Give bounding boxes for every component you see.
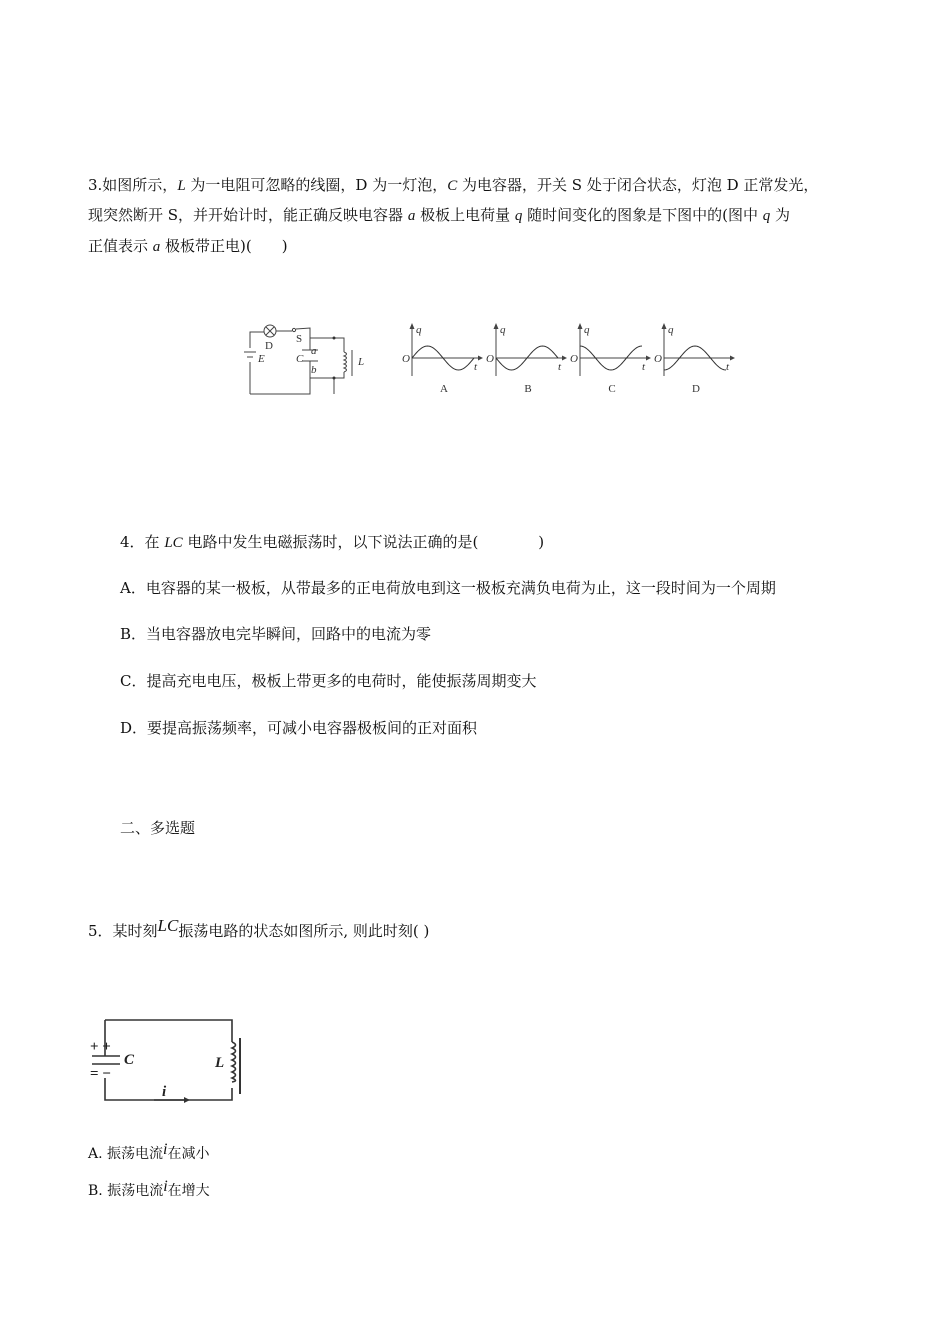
qt-graph-d [654,323,735,395]
qt-graph-a [402,323,483,395]
t-axis-arrow-icon [478,356,483,361]
q5-stem: 5．某时刻LC振荡电路的状态如图所示, 则此时刻( ) [88,916,430,940]
q-axis-label: q [416,324,422,336]
q3-stem-line-3: 正值表示 a 极板带正电)( ) [88,237,288,255]
t-axis-label: t [726,361,730,373]
q-axis-label: q [668,324,674,336]
section-heading-multiple-choice: 二、多选题 [120,819,196,837]
qt-graph-c [570,323,651,395]
circuit-label-i: i [162,1084,167,1100]
circuit-label-l: L [215,1055,225,1071]
graph-option-label: D [692,383,700,395]
circuit-label-s: S [296,333,303,345]
t-axis-arrow-icon [730,356,735,361]
circuit-label-e: E [258,353,265,365]
q4-option-a: A．电容器的某一极板，从带最多的正电荷放电到这一极板充满负电荷为止，这一段时间为一个周期 [120,579,776,597]
q3-stem-line-2: 现突然断开 S，并开始计时，能正确反映电容器 a 极板上电荷量 q 随时间变化的图象是下图中的(图中 q 为 [88,206,791,224]
inductor-coil-icon [232,1042,236,1082]
t-axis-arrow-icon [562,356,567,361]
q4-option-b: B．当电容器放电完毕瞬间，回路中的电流为零 [120,625,432,643]
q-axis-arrow-icon [410,323,415,329]
t-axis-label: t [558,361,562,373]
t-axis-label: t [642,361,646,373]
q5-lc-circuit-diagram [84,1012,254,1107]
inductor-coil-icon [344,352,347,372]
circuit-label-c: C [296,353,304,365]
q-axis-arrow-icon [494,323,499,329]
origin-label: O [654,353,662,365]
q-axis-arrow-icon [578,323,583,329]
circuit-label-b: b [311,364,317,376]
origin-label: O [570,353,578,365]
q-axis-label: q [500,324,506,336]
graph-option-label: B [524,383,532,395]
switch-contact-icon [292,328,295,331]
graph-option-label: A [440,383,448,395]
origin-label: O [402,353,410,365]
circuit-label-l: L [358,356,365,368]
circuit-label-c: C [124,1052,135,1068]
capacitor-plus-signs: + + [90,1039,111,1055]
origin-label: O [486,353,494,365]
q3-qt-graphs [400,322,745,402]
graph-option-label: C [608,383,616,395]
q-axis-arrow-icon [662,323,667,329]
t-axis-label: t [474,361,478,373]
q4-stem: 4．在 LC 电路中发生电磁振荡时，以下说法正确的是( ) [120,533,545,551]
circuit-label-a: a [311,345,317,357]
q3-stem-line-1: 3.如图所示，L 为一电阻可忽略的线圈，D 为一灯泡，C 为电容器，开关 S 处于闭合状态，灯泡 D 正常发光， [88,176,819,194]
q5-option-b: B. 振荡电流i在增大 [88,1178,210,1199]
current-arrow-icon [184,1097,190,1103]
q3-circuit-diagram [240,320,380,400]
t-axis-arrow-icon [646,356,651,361]
q4-option-d: D．要提高振荡频率，可减小电容器极板间的正对面积 [120,719,478,737]
qt-graph-b [486,323,567,395]
capacitor-minus-signs: = − [90,1066,111,1082]
q-axis-label: q [584,324,590,336]
circuit-label-d: D [265,340,273,352]
q5-option-a: A. 振荡电流i在减小 [88,1141,210,1162]
q4-option-c: C．提高充电电压，极板上带更多的电荷时，能使振荡周期变大 [120,672,537,690]
